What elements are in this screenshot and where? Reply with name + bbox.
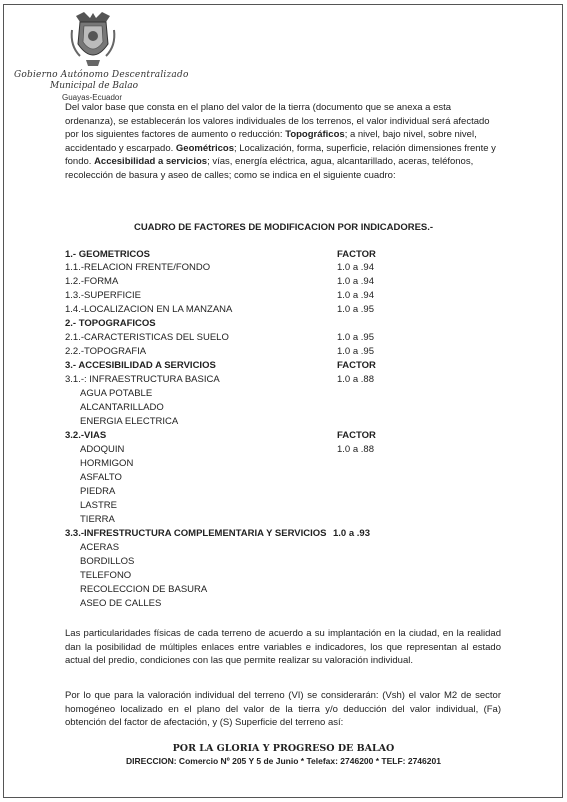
intro-paragraph: Del valor base que consta en el plano del valor de la tierra (documento que se anexa a esta ordenanza), se establecerán los valores individuales de los terrenos, el valor individual será afectado por los siguientes factores de aumento o reducción: Topográficos; a nivel, bajo nivel, sobre nivel, accidentado y escarpado. Geométricos; Localización, forma, superficie, relación dimensiones frente y fondo. Accesibilidad a servicios; vías, energía eléctrica, agua, alcantarillado, aceras, teléfonos, recolección de basura y aseo de calles; como se indica en el siguiente cuadro:: [65, 102, 496, 181]
table-row-label: 2.1.-CARACTERISTICAS DEL SUELO: [65, 332, 229, 343]
table-row-subitem: HORMIGON: [80, 458, 134, 469]
table-row-subitem: RECOLECCION DE BASURA: [80, 584, 208, 595]
institution-location: Guayas-Ecuador: [62, 93, 123, 102]
table-row-subitem: AGUA POTABLE: [80, 388, 153, 399]
table-title: CUADRO DE FACTORES DE MODIFICACION POR INDICADORES.-: [133, 222, 434, 233]
footer-motto: POR LA GLORIA Y PROGRESO DE BALAO: [172, 743, 395, 754]
table-row-value: 1.0 a .95: [337, 304, 374, 315]
table-row-label: 1.4.-LOCALIZACION EN LA MANZANA: [65, 304, 233, 315]
table-row-subitem: ASEO DE CALLES: [80, 598, 162, 609]
table-row-subitem: ENERGIA ELECTRICA: [80, 416, 179, 427]
institution-municipality: Municipal de Balao: [50, 81, 139, 91]
table-row-subitem: BORDILLOS: [80, 556, 135, 567]
table-row-subitem: ADOQUIN: [80, 444, 125, 455]
table-row-value: 1.0 a .94: [337, 276, 374, 287]
table-row-value: 1.0 a .94: [337, 290, 374, 301]
section-infraestructura-complementaria: 3.3.-INFRESTRUCTURA COMPLEMENTARIA Y SERVICIOS: [65, 528, 327, 539]
table-row-subitem: ALCANTARILLADO: [80, 402, 164, 413]
table-row-subitem: ASFALTO: [80, 472, 122, 483]
footer-contact: DIRECCION: Comercio Nº 205 Y 5 de Junio * Telefax: 2746200 * TELF: 2746201: [126, 756, 441, 766]
municipal-seal-icon: [68, 10, 118, 70]
section-vias: 3.2.-VIAS: [65, 430, 107, 441]
table-row-value: 1.0 a .88: [337, 444, 374, 455]
factor-header: FACTOR: [337, 430, 376, 441]
body-paragraph: Las particularidades físicas de cada terreno de acuerdo a su implantación en la ciudad, en la realidad dan la posibilidad de múltiples enlaces entre variables e indicadores, los que representan al estado actual del predio, condiciones con las que permite realizar su valoración individual.: [65, 628, 501, 666]
table-row-value: 1.0 a .94: [337, 262, 374, 273]
table-row-value: 1.0 a .95: [337, 346, 374, 357]
body-paragraph: Por lo que para la valoración individual del terreno (VI) se considerarán: (Vsh) el valor M2 de sector homogéneo localizado en el plano del valor de la tierra y/o deducción del valor individual, (Fa) obtención del factor de afectación, y (S) Superficie del terreno así:: [65, 690, 501, 728]
section-geometricos: 1.- GEOMETRICOS: [65, 249, 150, 260]
section-topograficos: 2.- TOPOGRAFICOS: [65, 318, 156, 329]
factor-header: FACTOR: [337, 360, 376, 371]
institution-name: Gobierno Autónomo Descentralizado: [14, 70, 189, 80]
table-row-label: 1.1.-RELACION FRENTE/FONDO: [65, 262, 211, 273]
table-row-subitem: PIEDRA: [80, 486, 116, 497]
table-row-label: 1.2.-FORMA: [65, 276, 119, 287]
table-row-label: 3.1.-: INFRAESTRUCTURA BASICA: [65, 374, 220, 385]
section-accesibilidad: 3.- ACCESIBILIDAD A SERVICIOS: [65, 360, 216, 371]
table-row-value: 1.0 a .88: [337, 374, 374, 385]
table-row-value: 1.0 a .93: [333, 528, 370, 539]
table-row-value: 1.0 a .95: [337, 332, 374, 343]
table-row-subitem: LASTRE: [80, 500, 117, 511]
table-row-subitem: TELEFONO: [80, 570, 132, 581]
table-row-label: 1.3.-SUPERFICIE: [65, 290, 142, 301]
table-row-label: 2.2.-TOPOGRAFIA: [65, 346, 147, 357]
table-row-subitem: TIERRA: [80, 514, 115, 525]
factor-header: FACTOR: [337, 249, 376, 260]
table-row-subitem: ACERAS: [80, 542, 120, 553]
